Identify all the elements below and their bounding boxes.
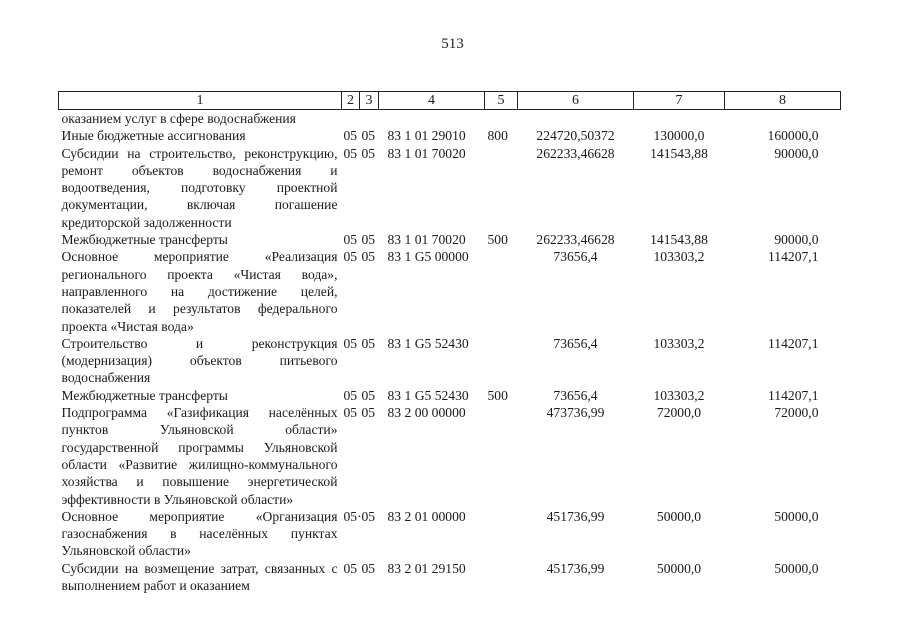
row-target-code: 83 1 G5 52430: [387, 387, 469, 403]
row-amount-col7: 103303,2: [653, 335, 705, 351]
row-section: 05: [343, 128, 358, 144]
row-target-code: 83 1 G5 52430: [387, 335, 469, 351]
row-section: 05: [343, 232, 358, 248]
row-name: Подпрограмма «Газификация населённых пунктов Ульяновской области» государственной программы Ульяновской области «Развитие жилищно-коммунального хозяйства и повышение энергетической эффективности в Ульяновской области»: [61, 405, 338, 507]
row-name: Строительство и реконструкция (модернизация) объектов питьевого водоснабжения: [61, 335, 338, 386]
table-header: [59, 92, 841, 110]
row-amount-col6: 473736,99: [546, 405, 605, 421]
table-row: [59, 110, 841, 128]
header-col-3: 3: [360, 92, 379, 110]
row-expense-type: [485, 508, 518, 560]
header-row: [59, 92, 841, 110]
table-row: [59, 335, 841, 387]
row-expense-type: [485, 248, 518, 334]
row-name: Субсидии на строительство, реконструкцию, ремонт объектов водоснабжения и водоотведения, подготовку проектной документации, включая погашение кредиторской задолженности: [61, 145, 338, 230]
row-expense-type: [485, 335, 518, 387]
table-row: [59, 145, 841, 231]
row-amount-col7: 141543,88: [650, 232, 708, 248]
row-section: 05: [343, 335, 358, 351]
row-amount-col6: 224720,50372: [536, 128, 615, 144]
row-amount-col6: 73656,4: [553, 249, 598, 265]
row-amount-col6: [518, 110, 634, 128]
table-row: [59, 231, 841, 248]
row-target-code: 83 1 G5 00000: [387, 249, 469, 265]
header-col-6: 6: [518, 92, 634, 110]
row-amount-col8: [725, 110, 841, 128]
row-subsection: 05: [361, 560, 376, 576]
header-col-4: 4: [379, 92, 485, 110]
row-section: 05: [343, 405, 358, 421]
row-expense-type: [485, 110, 518, 128]
row-name: Межбюджетные трансферты: [61, 232, 228, 248]
row-amount-col8: 114207,1: [768, 387, 819, 403]
row-amount-col8: 50000,0: [774, 560, 819, 576]
row-amount-col6: 262233,46628: [536, 232, 615, 248]
row-amount-col6: 451736,99: [546, 508, 605, 524]
row-subsection: 05: [361, 128, 376, 144]
row-target-code: 83 1 01 70020: [387, 232, 466, 248]
row-subsection: 05: [361, 387, 376, 403]
row-section: 05: [343, 249, 358, 265]
row-amount-col7: 50000,0: [656, 508, 702, 524]
row-expense-type: 500: [487, 232, 508, 248]
row-expense-type: 500: [487, 387, 508, 403]
row-amount-col8: 114207,1: [768, 249, 819, 265]
row-name: Основное мероприятие «Реализация регионального проекта «Чистая вода», направленного на достижение целей, показателей и результатов федерального проекта «Чистая вода»: [61, 249, 338, 334]
budget-table: [58, 91, 841, 594]
row-amount-col6: 451736,99: [546, 560, 605, 576]
header-col-1: 1: [59, 92, 342, 110]
row-amount-col6: 73656,4: [553, 387, 598, 403]
row-amount-col8: 90000,0: [774, 145, 819, 161]
row-amount-col8: 90000,0: [774, 232, 819, 248]
row-name: Межбюджетные трансферты: [61, 387, 228, 403]
row-target-code: 83 2 01 00000: [387, 508, 466, 524]
table-row: [59, 560, 841, 595]
row-subsection: 05: [361, 508, 376, 524]
header-col-8: 8: [725, 92, 841, 110]
row-amount-col7: 103303,2: [653, 387, 705, 403]
row-subsection: 05: [361, 405, 376, 421]
row-subsection: 05: [361, 249, 376, 265]
row-target-code: 83 1 01 70020: [387, 145, 466, 161]
row-amount-col7: 141543,88: [650, 145, 708, 161]
row-name: Основное мероприятие «Организация газоснабжения в населённых пунктах Ульяновской области»: [61, 508, 338, 559]
row-expense-type: 800: [487, 128, 508, 144]
row-section: [342, 110, 360, 128]
table-row: [59, 404, 841, 508]
row-target-code: 83 2 00 00000: [387, 405, 466, 421]
row-amount-col7: 50000,0: [656, 560, 702, 576]
header-col-5: 5: [485, 92, 518, 110]
row-amount-col6: 262233,46628: [536, 145, 615, 161]
table-row: [59, 387, 841, 404]
table-row: [59, 248, 841, 334]
row-expense-type: [485, 404, 518, 508]
row-subsection: 05: [361, 145, 376, 161]
table-row: [59, 508, 841, 560]
row-amount-col7: 103303,2: [653, 249, 705, 265]
row-amount-col8: 72000,0: [774, 405, 819, 421]
row-subsection: 05: [361, 232, 376, 248]
row-section: 05·: [343, 508, 362, 524]
row-amount-col8: 114207,1: [768, 335, 819, 351]
row-amount-col8: 50000,0: [774, 508, 819, 524]
row-amount-col7: 72000,0: [656, 405, 702, 421]
header-col-2: 2: [342, 92, 360, 110]
row-amount-col7: 130000,0: [653, 128, 705, 144]
row-section: 05: [343, 560, 358, 576]
row-name: Субсидии на возмещение затрат, связанных с выполнением работ и оказанием: [61, 560, 338, 594]
row-amount-col6: 73656,4: [553, 335, 598, 351]
row-expense-type: [485, 145, 518, 231]
row-target-code: [379, 110, 485, 128]
row-target-code: 83 2 01 29150: [387, 560, 466, 576]
row-expense-type: [485, 560, 518, 595]
row-name: оказанием услуг в сфере водоснабжения: [61, 111, 296, 126]
table-body: [59, 110, 841, 595]
row-name: Иные бюджетные ассигнования: [61, 128, 246, 144]
row-section: 05: [343, 387, 358, 403]
row-target-code: 83 1 01 29010: [387, 128, 466, 144]
row-amount-col8: 160000,0: [767, 128, 819, 144]
row-subsection: [360, 110, 379, 128]
row-subsection: 05: [361, 335, 376, 351]
row-amount-col7: [634, 110, 725, 128]
page-number: 513: [441, 36, 464, 52]
header-col-7: 7: [634, 92, 725, 110]
table-row: [59, 127, 841, 144]
row-section: 05: [343, 145, 358, 161]
